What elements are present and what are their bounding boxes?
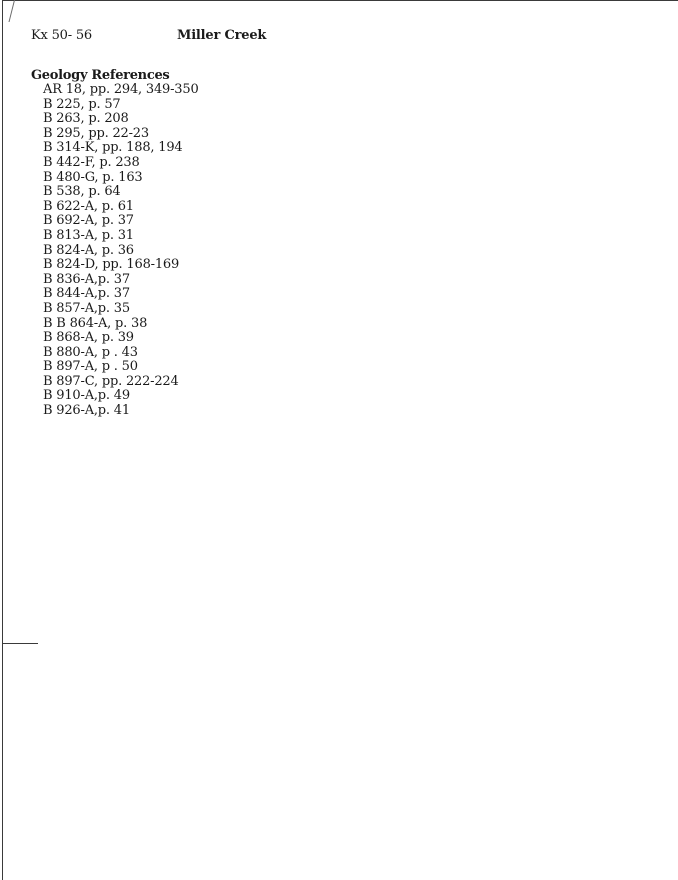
- reference-item: B 836-A,p. 37: [43, 271, 130, 287]
- reference-item: B 225, p. 57: [43, 96, 121, 112]
- reference-item: B 813-A, p. 31: [43, 227, 134, 243]
- reference-item: B 824-D, pp. 168-169: [43, 257, 180, 273]
- reference-item: B 844-A,p. 37: [43, 286, 130, 302]
- scan-corner-mark: [0, 0, 15, 22]
- reference-item: B 897-C, pp. 222-224: [43, 373, 179, 389]
- reference-item: B 314-K, pp. 188, 194: [43, 140, 183, 156]
- reference-item: AR 18, pp. 294, 349-350: [43, 82, 199, 97]
- scan-edge-left: [2, 0, 3, 880]
- scan-edge-mark: [2, 643, 38, 644]
- reference-item: B 442-F, p. 238: [43, 154, 140, 170]
- scan-edge-top: [2, 0, 678, 1]
- document-code: Kx 50- 56: [31, 28, 92, 43]
- reference-item: B B 864-A, p. 38: [43, 315, 148, 331]
- reference-item: B 295, pp. 22-23: [43, 125, 149, 141]
- reference-item: B 692-A, p. 37: [43, 213, 134, 229]
- section-title: Geology References: [31, 68, 170, 83]
- reference-item: B 897-A, p . 50: [43, 359, 138, 375]
- reference-item: B 880-A, p . 43: [43, 344, 138, 360]
- reference-item: B 824-A, p. 36: [43, 242, 134, 258]
- reference-item: B 926-A,p. 41: [43, 403, 130, 419]
- reference-item: B 480-G, p. 163: [43, 169, 143, 185]
- reference-item: B 857-A,p. 35: [43, 300, 130, 316]
- reference-item: B 622-A, p. 61: [43, 198, 134, 214]
- reference-item: B 868-A, p. 39: [43, 330, 134, 346]
- reference-list: [43, 83, 199, 419]
- reference-item: B 910-A,p. 49: [43, 388, 130, 404]
- reference-item: B 538, p. 64: [43, 184, 121, 200]
- reference-item: B 263, p. 208: [43, 111, 129, 127]
- document-title: Miller Creek: [177, 28, 267, 43]
